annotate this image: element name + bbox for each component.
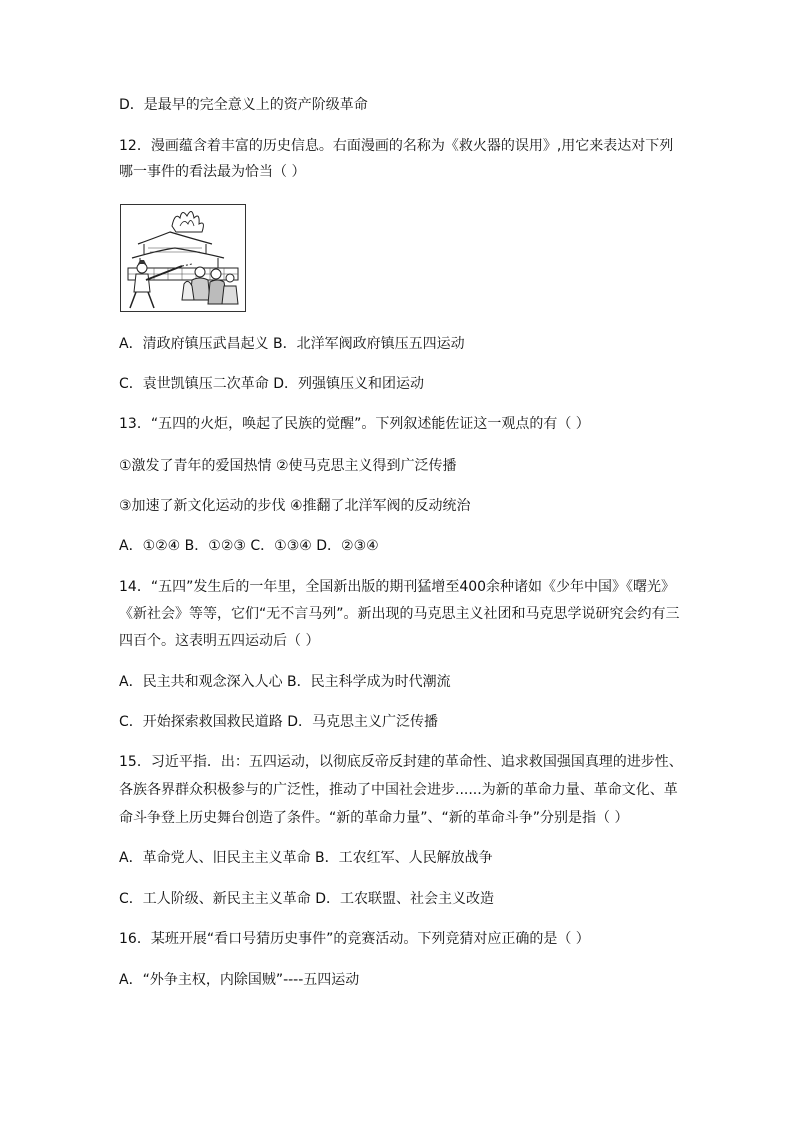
q13-items-1-2: ①激发了青年的爱国热情 ②使马克思主义得到广泛传播 xyxy=(119,458,457,474)
q14-options-cd: C．开始探索救国救民道路 D．马克思主义广泛传播 xyxy=(119,714,439,730)
q12-options-ab: A．清政府镇压武昌起义 B．北洋军阀政府镇压五四运动 xyxy=(119,336,465,352)
q12-stem-line-1: 12．漫画蕴含着丰富的历史信息。右面漫画的名称为《救火器的误用》,用它来表达对下列 xyxy=(119,138,674,154)
q14-options-ab: A．民主共和观念深入人心 B．民主科学成为时代潮流 xyxy=(119,674,451,690)
q15-stem-line-1: 15．习近平指．出：五四运动，以彻底反帝反封建的革命性、追求救国强国真理的进步性、 xyxy=(119,754,683,770)
q15-options-ab: A．革命党人、旧民主主义革命 B．工农红军、人民解放战争 xyxy=(119,850,493,866)
q16-stem: 16．某班开展“看口号猜历史事件”的竞赛活动。下列竞猜对应正确的是（ ） xyxy=(119,931,590,947)
q11-option-d: D．是最早的完全意义上的资产阶级革命 xyxy=(119,97,368,113)
q15-stem-line-2: 各族各界群众积极参与的广泛性，推动了中国社会进步......为新的革命力量、革命文化、革 xyxy=(119,782,678,798)
q15-options-cd: C．工人阶级、新民主主义革命 D．工农联盟、社会主义改造 xyxy=(119,891,495,907)
cartoon-fire-hose-image xyxy=(120,204,246,312)
q13-stem: 13．“五四的火炬，唤起了民族的觉醒”。下列叙述能佐证这一观点的有（ ） xyxy=(119,416,590,432)
q16-option-a: A．“外争主权，内除国贼”----五四运动 xyxy=(119,972,360,988)
q14-stem-line-2: 《新社会》等等，它们“无不言马列”。新出现的马克思主义社团和马克思学说研究会约有三 xyxy=(119,606,680,622)
q14-stem-line-3: 四百个。这表明五四运动后（ ） xyxy=(119,633,320,649)
q13-items-3-4: ③加速了新文化运动的步伐 ④推翻了北洋军阀的反动统治 xyxy=(119,498,471,514)
q15-stem-line-3: 命斗争登上历史舞台创造了条件。“新的革命力量”、“新的革命斗争”分别是指（ ） xyxy=(119,810,629,826)
q13-options: A．①②④ B．①②③ C．①③④ D．②③④ xyxy=(119,538,379,554)
q12-options-cd: C．袁世凯镇压二次革命 D．列强镇压义和团运动 xyxy=(119,376,425,392)
q14-stem-line-1: 14．“五四”发生后的一年里，全国新出版的期刊猛增至400余种诸如《少年中国》《曙光》 xyxy=(119,579,676,595)
q12-stem-line-2: 哪一事件的看法最为恰当（ ） xyxy=(119,164,306,180)
